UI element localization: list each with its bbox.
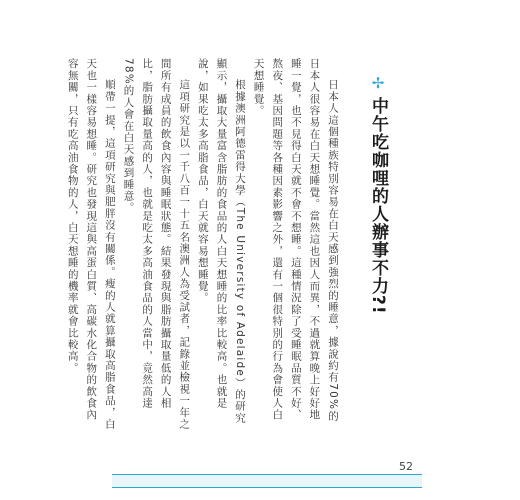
paragraph: 根據澳洲阿德雷得大學（The University of Adelaide）的研究顯示，攝取大量富含脂肪的食品的人白天想睡的比率比較高。也就是說，如果吃太多高脂食品，白天就容易想睡覺。 (196, 58, 247, 424)
page-number: 52 (392, 460, 420, 474)
paragraph: 日本人這個種族特別容易在白天感到強烈的睡意，據說約有70%的日本人很容易在白天想睡覺。當然這也因人而異，不過就算晚上好好地睡一覺，也不見得白天就不會不想睡。這種情況除了受睡眠品質不好、熬夜、基因問題等各種因素影響之外，還有一個很特別的行為會使人白天想睡覺。 (252, 58, 339, 422)
section-heading (346, 74, 386, 344)
paragraph: 順帶一提，這項研究與肥胖沒有關係。瘦的人就算攝取高脂食品，白天也一樣容易想睡。研究也發現這與高蛋白質、高碳水化合物的飲食內容無關，只有吃高油食物的人，白天想睡的機率就會比較高。 (66, 58, 116, 430)
sparkle-cross-icon: ✢ (369, 74, 387, 93)
footer-bar (112, 474, 422, 488)
section-heading-text: 中午吃咖哩的人辦事不力?! (368, 97, 388, 315)
paragraph: 這項研究是以一千八百一十五名澳洲人為受試者，記錄並檢視一年之間所有成員的飲食內容與睡眠狀態。結果發現與脂肪攝取量低的人相比，脂肪攝取量高的人，也就是吃太多高油食品的人當中，竟然高達78%的人會在白天感到睡意。 (122, 58, 191, 430)
article-body (66, 58, 342, 430)
